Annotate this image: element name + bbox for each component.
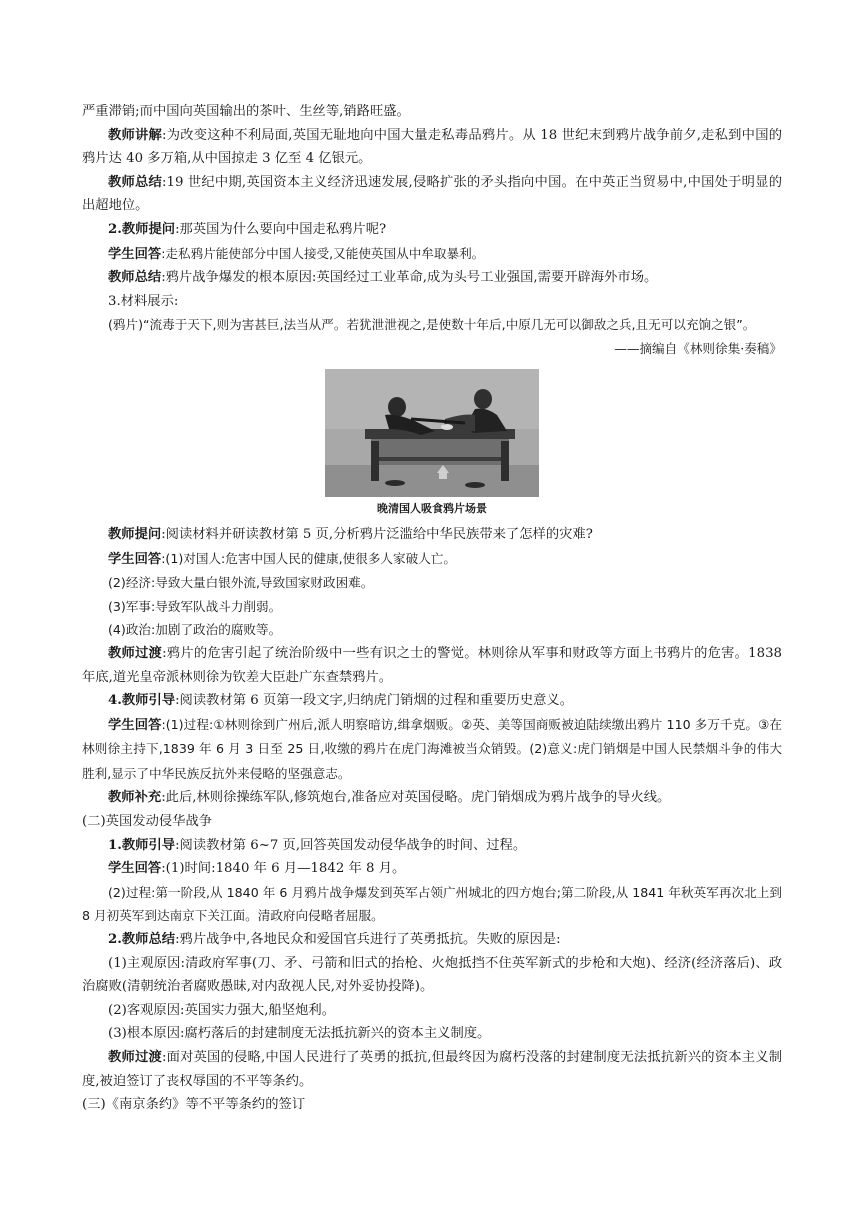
paragraph-text: :(1)过程:①林则徐到广州后,派人明察暗访,缉拿烟贩。②英、美等国商贩被迫陆续缴出鸦片 110 多万千克。③在林则徐主持下,1839 年 6 月 3 日至 25 日,收缴的鸦片在虎门海滩被当众销毁。(2)意义:虎门销烟是中国人民禁烟斗争的伟大胜利,显示了中华民族反抗外来侵略的坚强意志。	[82, 716, 783, 781]
student-answer-paragraph	[82, 547, 782, 572]
role-label: 学生回答	[108, 861, 162, 877]
paragraph-text: :阅读教材第 6~7 页,回答英国发动侵华战争的时间、过程。	[175, 837, 527, 853]
role-label: 2.教师提问	[108, 221, 176, 237]
role-label: 学生回答	[108, 717, 162, 733]
role-label: 1.教师引导	[108, 837, 176, 853]
paragraph-text: :为改变这种不利局面,英国无耻地向中国大量走私毒品鸦片。从 18 世纪末到鸦片战争前夕,走私到中国的鸦片达 40 多万箱,从中国掠走 3 亿至 4 亿银元。	[82, 127, 782, 167]
paragraph: 严重滞销;而中国向英国输出的茶叶、生丝等,销路旺盛。	[82, 104, 410, 119]
paragraph-text: :面对英国的侵略,中国人民进行了英勇的抵抗,但最终因为腐朽没落的封建制度无法抵抗新兴的资本主义制度,被迫签订了丧权辱国的不平等条约。	[82, 1050, 782, 1089]
teacher-transition-paragraph	[82, 642, 782, 689]
paragraph-text: :(1)时间:1840 年 6 月—1842 年 8 月。	[161, 861, 406, 877]
role-label: 学生回答	[108, 246, 162, 262]
teacher-explain-paragraph	[82, 124, 782, 171]
reason-item: (1)主观原因:清政府军事(刀、矛、弓箭和旧式的抬枪、火炮抵挡不住英军新式的步枪和大炮)、经济(经济落后)、政治腐败(清朝统治者腐败愚昧,对内敌视人民,对外妥协投降)。	[82, 955, 782, 995]
paragraph-text: :那英国为什么要向中国走私鸦片呢?	[175, 221, 387, 237]
teacher-summary-paragraph	[82, 266, 782, 290]
teacher-guide-paragraph	[82, 689, 782, 713]
photo-caption: 晚清国人吸食鸦片场景	[377, 501, 487, 515]
quote-source: ——摘编自《林则徐集·奏稿》	[614, 340, 782, 356]
paragraph-text: :鸦片的危害引起了统治阶级中一些有识之士的警觉。林则徐从军事和财政等方面上书鸦片的危害。1838 年底,道光皇帝派林则徐为钦差大臣赴广东查禁鸦片。	[82, 645, 783, 685]
paragraph-text: :19 世纪中期,英国资本主义经济迅速发展,侵略扩张的矛头指向中国。在中英正当贸易中,中国处于明显的出超地位。	[82, 174, 782, 214]
teacher-question-paragraph	[82, 218, 782, 242]
teacher-transition-paragraph	[82, 1046, 782, 1093]
section-heading: (三)《南京条约》等不平等条约的签订	[82, 1097, 306, 1113]
paragraph-text: :阅读教材第 6 页第一段文字,归纳虎门销烟的过程和重要历史意义。	[175, 693, 574, 709]
photo-figure	[325, 369, 539, 519]
material-heading: 3.材料展示:	[108, 293, 179, 309]
role-label: 教师过渡	[108, 645, 163, 661]
document-page	[82, 100, 782, 1117]
role-label: 教师总结	[108, 270, 162, 286]
role-label: 学生回答	[108, 551, 162, 567]
role-label: 2.教师总结	[108, 932, 176, 948]
paragraph-text: :鸦片战争中,各地民众和爱国官兵进行了英勇抵抗。失败的原因是:	[175, 932, 561, 948]
paragraph-text: :鸦片战争爆发的根本原因:英国经过工业革命,成为头号工业强国,需要开辟海外市场。	[161, 270, 658, 286]
teacher-summary-paragraph	[82, 171, 782, 218]
role-label: 教师提问	[108, 526, 162, 542]
reason-item: (3)根本原因:腐朽落后的封建制度无法抵抗新兴的资本主义制度。	[108, 1026, 491, 1042]
role-label: 教师补充	[108, 790, 162, 806]
teacher-question-paragraph	[82, 523, 782, 547]
teacher-guide-paragraph	[82, 834, 782, 858]
answer-item: (3)军事:导致军队战斗力削弱。	[108, 598, 282, 614]
role-label: 教师讲解	[108, 127, 163, 143]
teacher-supplement-paragraph	[82, 786, 782, 810]
role-label: 4.教师引导	[108, 693, 176, 709]
answer-item: (2)过程:第一阶段,从 1840 年 6 月鸦片战争爆发到英军占领广州城北的四方炮台;第二阶段,从 1841 年秋英军再次北上到 8 月初英军到达南京下关江面。清政府向侵略者屈服。	[82, 884, 782, 924]
opium-smoking-photo	[325, 369, 539, 497]
paragraph-text: :走私鸦片能使部分中国人接受,又能使英国从中牟取暴利。	[161, 245, 485, 261]
teacher-summary-paragraph	[82, 928, 782, 952]
role-label: 教师过渡	[108, 1050, 162, 1065]
quote-paragraph: (鸦片)“流毒于天下,则为害甚巨,法当从严。若犹泄泄视之,是使数十年后,中原几无可以御敌之兵,且无可以充饷之银”。	[108, 317, 756, 333]
student-answer-paragraph	[82, 242, 782, 267]
paragraph-text: :阅读材料并研读教材第 5 页,分析鸦片泛滥给中华民族带来了怎样的灾难?	[161, 526, 593, 542]
role-label: 教师总结	[108, 174, 163, 190]
photo-illustration	[325, 369, 539, 497]
paragraph-text: :(1)对国人:危害中国人民的健康,使很多人家破人亡。	[161, 550, 456, 566]
student-answer-paragraph	[82, 713, 782, 787]
answer-item: (4)政治:加剧了政治的腐败等。	[108, 622, 282, 638]
student-answer-paragraph	[82, 857, 782, 881]
section-heading: (二)英国发动侵华战争	[82, 814, 213, 830]
reason-item: (2)客观原因:英国实力强大,船坚炮利。	[108, 1002, 335, 1018]
paragraph-text: :此后,林则徐操练军队,修筑炮台,准备应对英国侵略。虎门销烟成为鸦片战争的导火线。	[161, 790, 671, 806]
answer-item: (2)经济:导致大量白银外流,导致国家财政困难。	[108, 575, 374, 591]
